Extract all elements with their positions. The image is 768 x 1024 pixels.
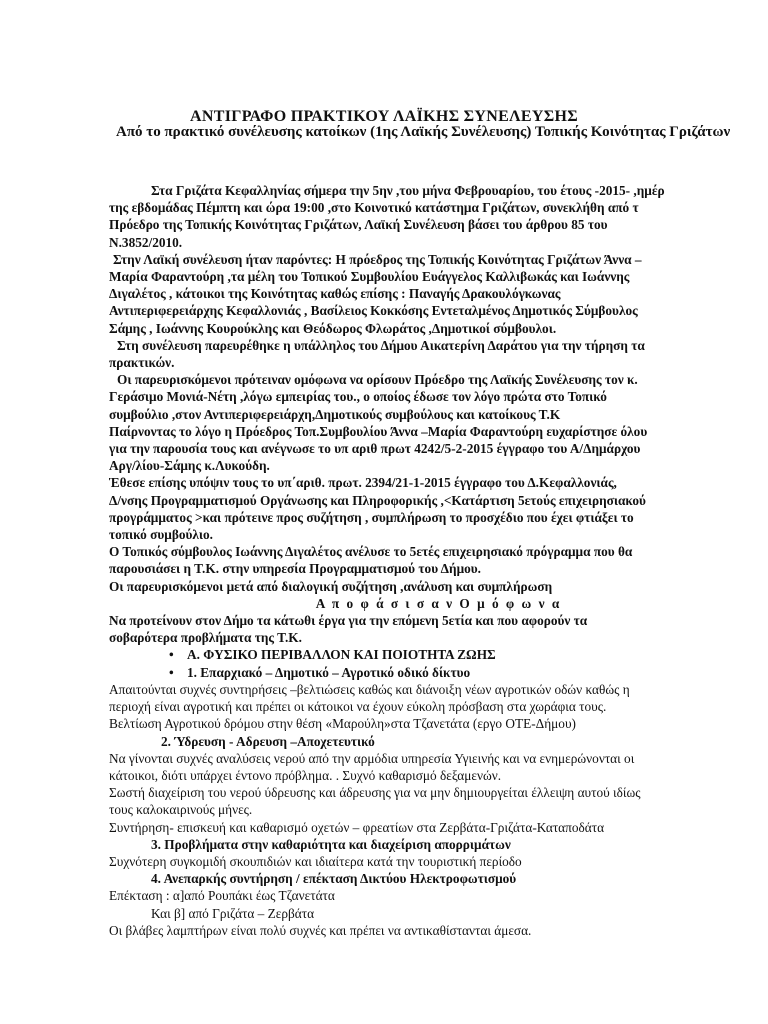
paragraph-line: Απαιτούνται συχνές συντηρήσεις –βελτιώσεις καθώς και διάνοιξη νέων αγροτικών οδών καθώς η [109, 681, 630, 697]
paragraph-line: Αργ/λίου-Σάμης κ.Λυκούδη. [109, 458, 270, 474]
paragraph-line: Συντήρηση- επισκευή και καθαρισμό οχετών – φρεατίων στα Ζερβάτα-Γριζάτα-Καταποδάτα [109, 819, 605, 835]
paragraph-line: Πρόεδρο της Τοπικής Κοινότητας Γριζάτων, Λαϊκή Συνέλευση βάσει του άρθρου 85 του [109, 217, 608, 233]
paragraph-line: σοβαρότερα προβλήματα της Τ.Κ. [109, 630, 302, 646]
paragraph-line: Μαρία Φαραντούρη ,τα μέλη του Τοπικού Συμβουλίου Ευάγγελος Καλλιβωκάς και Ιωάννης [109, 269, 630, 285]
paragraph-line: Διγαλέτος , κάτοικοι της Κοινότητας καθώς επίσης : Παναγής Δρακουλόγκωνας [109, 286, 561, 302]
paragraph-line: Και β] από Γριζάτα – Ζερβάτα [151, 905, 315, 921]
section-a-heading [109, 646, 768, 663]
paragraph-line: Να προτείνουν στον Δήμο τα κάτωθι έργα για την επόμενη 5ετία και που αφορούν τα [109, 613, 588, 629]
intro-section [109, 182, 768, 595]
item-3-text [109, 853, 768, 870]
paragraph-line: συμβούλιο ,στον Αντιπεριφερειάρχη,Δημοτικούς συμβούλους και κατοίκους Τ.Κ [109, 406, 561, 422]
paragraph-line: περιοχή είναι αγροτική και πρέπει οι κάτοικοι να έχουν εύκολη πρόσβαση στα χωράφια τους. [109, 699, 607, 715]
item-1-heading [109, 664, 768, 681]
paragraph-line: Να γίνονται συχνές αναλύσεις νερού από την αρμόδια υπηρεσία Υγιεινής και να ενημερώνονται οι [109, 750, 635, 766]
paragraph-line: Σάμης , Ιωάννης Κουρούκλης και Θεόδωρος Φλωράτος ,Δημοτικοί σύμβουλοι. [109, 320, 557, 336]
paragraph-line: Συχνότερη συγκομιδή σκουπιδιών και ιδιαίτερα κατά την τουριστική περίοδο [109, 853, 522, 869]
paragraph-line: προγράμματος >και πρότεινε προς συζήτηση , συμπλήρωση το προσχέδιο που έχει φτιάξει το [109, 509, 634, 525]
paragraph-line: πρακτικών. [109, 355, 175, 371]
bullet-icon: • [169, 664, 174, 680]
paragraph-line: τοπικό συμβούλιο. [109, 527, 214, 543]
paragraph-line: Παίρνοντας το λόγο η Πρόεδρος Τοπ.Συμβουλίου Άννα –Μαρία Φαραντούρη ευχαρίστησε όλου [109, 423, 648, 439]
paragraph-line: Σωστή διαχείριση του νερού ύδρευσης και άδρευσης για να μην δημιουργείται έλλειψη αυτού ιδίως [109, 785, 641, 801]
item-2-text [109, 750, 768, 836]
paragraph-line: Στην Λαϊκή συνέλευση ήταν παρόντες: Η πρόεδρος της Τοπικής Κοινότητας Γριζάτων Άννα – [113, 251, 642, 267]
paragraph-line: Οι παρευρισκόμενοι πρότειναν ομόφωνα να ορίσουν Πρόεδρο της Λαϊκής Συνέλευσης τον κ. [117, 372, 638, 388]
paragraph-line: Στη συνέλευση παρευρέθηκε η υπάλληλος του Δήμου Αικατερίνη Δαράτου για την τήρηση τα [117, 337, 645, 353]
bullet-icon: • [169, 647, 174, 663]
document-title: ΑΝΤΙΓΡΑΦΟ ΠΡΑΚΤΙΚΟΥ ΛΑΪΚΗΣ ΣΥΝΕΛΕΥΣΗΣ [190, 108, 578, 125]
document-body [109, 182, 768, 939]
paragraph-line: παρουσιάσει η Τ.Κ. στην υπηρεσία Προγραμματισμού του Δήμου. [109, 561, 481, 577]
paragraph-line: Αντιπεριφερειάρχης Κεφαλλονιάς , Βασίλειος Κοκκόσης Εντεταλμένος Δημοτικός Σύμβουλος [109, 303, 638, 319]
paragraph-line: Στα Γριζάτα Κεφαλληνίας σήμερα την 5ην ,του μήνα Φεβρουαρίου, του έτους -2015- ,ημέρ [151, 183, 665, 198]
paragraph-line: Ν.3852/2010. [109, 234, 183, 250]
item-2-heading: 2. Ύδρευση - Αδρευση –Αποχετευτικό [161, 733, 375, 749]
paragraph-line: Δ/νσης Προγραμματισμού Οργάνωσης και Πληροφορικής ,<Κατάρτιση 5ετούς επιχειρησιακού [109, 492, 646, 508]
paragraph-line: Γεράσιμο Μονιά-Νέτη ,λόγω εμπειρίας του., ο οποίος έδωσε τον λόγο πρώτα στο Τοπικό [109, 389, 607, 405]
paragraph-line: Έθεσε επίσης υπόψιν τους το υπ΄αριθ. πρωτ. 2394/21-1-2015 έγγραφο του Δ.Κεφαλλονιάς, [109, 475, 617, 491]
item-3-heading: 3. Προβλήματα στην καθαριότητα και διαχείριση απορριμάτων [151, 836, 511, 852]
paragraph-line: της εβδομάδας Πέμπτη και ώρα 19:00 ,στο Κοινοτικό κατάστημα Γριζάτων, συνεκλήθη από τ [109, 200, 639, 216]
decision-heading: Α π ο φ ά σ ι σ α ν Ο μ ό φ ω ν α [315, 595, 562, 611]
paragraph-line: Οι παρευρισκόμενοι μετά από διαλογική συζήτηση ,ανάλυση και συμπλήρωση [109, 578, 553, 594]
item-1-label: 1. Επαρχιακό – Δημοτικό – Αγροτικό οδικό δίκτυο [187, 664, 471, 680]
paragraph-line: Ο Τοπικός σύμβουλος Ιωάννης Διγαλέτος ανέλυσε το 5ετές επιχειρησιακό πρόγραμμα που θα [109, 544, 633, 560]
document-subtitle: Από το πρακτικό συνέλευσης κατοίκων (1ης Λαϊκής Συνέλευσης) Τοπικής Κοινότητας Γριζάτων [116, 124, 731, 140]
paragraph-line: κάτοικοι, διότι υπάρχει έντονο πρόβλημα. . Συχνό καθαρισμό δεξαμενών. [109, 767, 502, 783]
item-4-text [109, 887, 768, 939]
item-4-heading: 4. Ανεπαρκής συντήρηση / επέκταση Δικτύου Ηλεκτροφωτισμού [151, 871, 517, 887]
paragraph-line: Επέκταση : α]από Ρουπάκι έως Τζανετάτα [109, 888, 335, 904]
paragraph-line: τους καλοκαιρινούς μήνες. [109, 802, 253, 818]
paragraph-line: Οι βλάβες λαμπτήρων είναι πολύ συχνές και πρέπει να αντικαθίστανται άμεσα. [109, 922, 532, 938]
paragraph-line: Βελτίωση Αγροτικού δρόμου στην θέση «Μαρούλη»στα Τζανετάτα (εργο ΟΤΕ-Δήμου) [109, 716, 576, 732]
paragraph-line: για την παρουσία τους και ανέγνωσε το υπ αριθ πρωτ 4242/5-2-2015 έγγραφο του Α/Δημάρχου [109, 441, 641, 457]
section-a-label: Α. ΦΥΣΙΚΟ ΠΕΡΙΒΑΛΛΟΝ ΚΑΙ ΠΟΙΟΤΗΤΑ ΖΩΗΣ [187, 647, 496, 663]
item-1-text [109, 681, 768, 733]
